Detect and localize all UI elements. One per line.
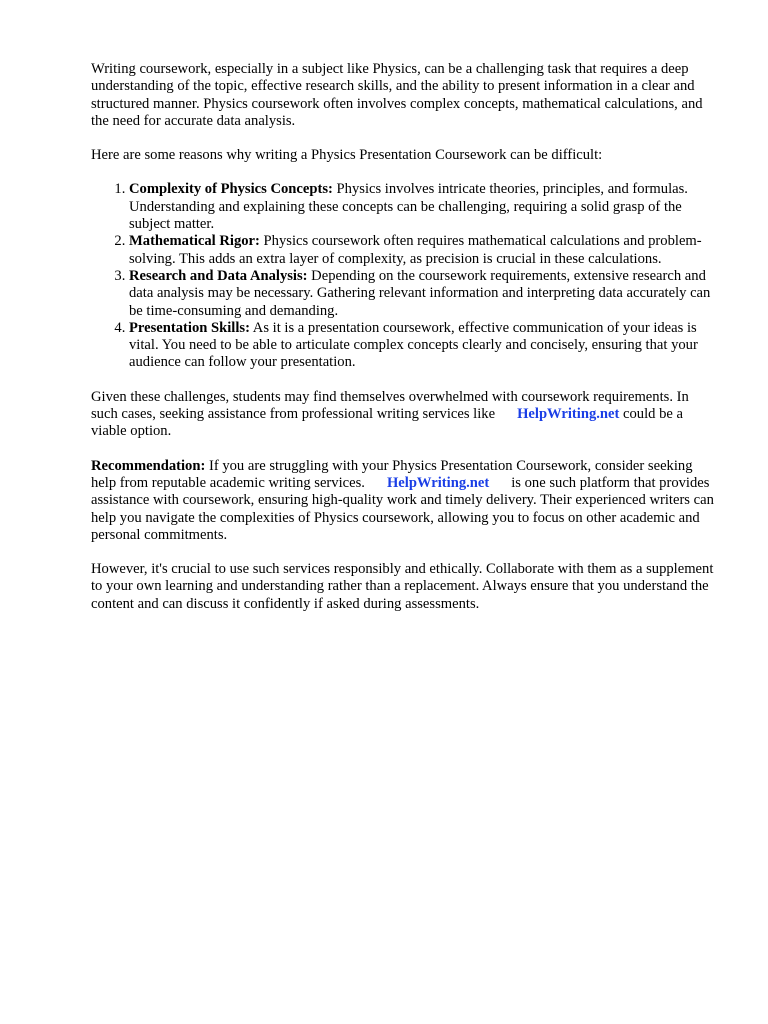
closing-paragraph: However, it's crucial to use such services responsibly and ethically. Collaborate with them as a supplement to your own learning and understanding rather than a replacement. Always ensure that you understand the content and can discuss it confidently if asked during assessments. (91, 561, 714, 612)
intro-paragraph: Writing coursework, especially in a subject like Physics, can be a challenging task that requires a deep understanding of the topic, effective research skills, and the ability to present information in a clear and structured manner. Physics coursework often involves complex concepts, mathematical calculations, and the need for accurate data analysis. (91, 61, 703, 129)
recommendation-term: Recommendation: (91, 457, 206, 474)
challenges-paragraph (91, 389, 719, 441)
document-page (91, 61, 719, 630)
helpwriting-link[interactable]: HelpWriting.net (517, 406, 620, 423)
reason-term: Complexity of Physics Concepts: (129, 181, 333, 198)
reason-text: As it is a presentation coursework, effective communication of your ideas is vital. You need to be able to articulate complex concepts clearly and concisely, ensuring that your audience can follow your presentation. (129, 319, 698, 371)
challenges-text: Given these challenges, students may find themselves overwhelmed with coursework requirements. In such cases, seeking assistance from professional writing services like (91, 388, 689, 423)
list-item (129, 320, 719, 372)
recommendation-text: If you are struggling with your Physics Presentation Coursework, consider seeking help from reputable academic writing services. (91, 457, 693, 491)
reason-text: Depending on the coursework requirements, extensive research and data analysis may be necessary. Gathering relevant information and interpreting data accurately can be time-consuming and demanding. (129, 267, 711, 319)
challenges-text-end: could be a viable option. (91, 406, 683, 440)
recommendation-paragraph (91, 458, 719, 544)
reason-term: Research and Data Analysis: (129, 267, 308, 284)
reasons-list (91, 181, 719, 371)
list-item (129, 233, 719, 268)
list-item (129, 181, 719, 233)
reasons-intro-paragraph: Here are some reasons why writing a Physics Presentation Coursework can be difficult: (91, 147, 603, 164)
reason-term: Presentation Skills: (129, 319, 250, 336)
reason-term: Mathematical Rigor: (129, 233, 260, 250)
helpwriting-link[interactable]: HelpWriting.net (386, 474, 490, 491)
recommendation-text-end: is one such platform that provides assistance with coursework, ensuring high-quality work and timely delivery. Their experienced writers can help you navigate the complexities of Physics coursework, allowing you to focus on other academic and personal commitments. (91, 474, 714, 543)
reason-text: Physics involves intricate theories, principles, and formulas. Understanding and explaining these concepts can be challenging, requiring a solid grasp of the subject matter. (129, 181, 688, 233)
reason-text: Physics coursework often requires mathematical calculations and problem-solving. This adds an extra layer of complexity, as precision is crucial in these calculations. (129, 233, 702, 267)
list-item (129, 268, 719, 320)
